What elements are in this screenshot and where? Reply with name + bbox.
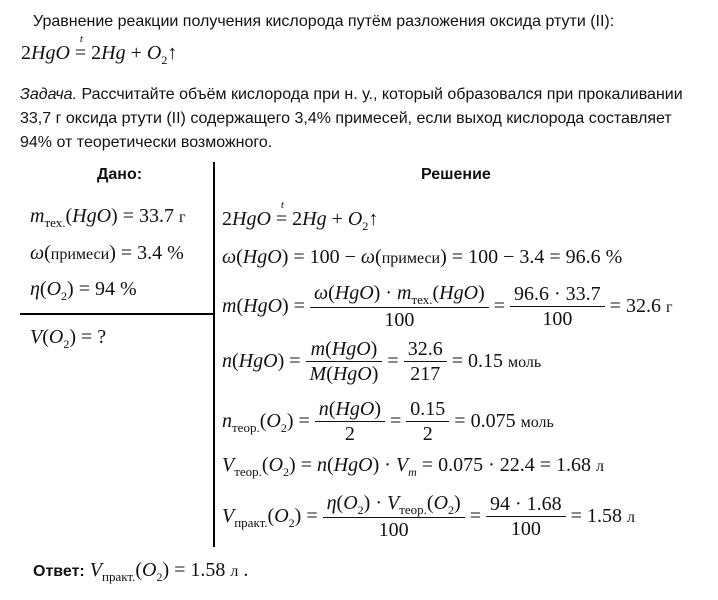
label-impurities-2: примеси	[381, 250, 441, 267]
solution-reaction: 2HgO t = $2Hg + O_2↑$	[222, 199, 379, 233]
moles-theor-result: 0.075	[470, 410, 516, 433]
unit-l-2: л	[626, 509, 635, 527]
task-body: Рассчитайте объём кислорода при н. у., который образовался при прокаливании 33,7 г оксида ртути (II) содержащего 3,4% примесей, если выход кислорода составляет 94% от теоретически возможного.	[20, 86, 683, 151]
volume-pract-denominator: 100	[510, 518, 541, 540]
given-mass-value: 33.7	[139, 205, 174, 227]
unit-g-2: г	[665, 299, 673, 317]
given-heading: Дано:	[97, 166, 143, 183]
table-vertical-divider	[213, 162, 215, 547]
given-yield: $\eta(O_2) = 94$ %	[30, 278, 137, 303]
given-impurities: ω(примеси) = 3.4 %	[30, 242, 184, 264]
answer-line: Ответ: $V_{практ.}(O_2) = 1.58$ л .	[33, 559, 249, 584]
unit-mol-2: моль	[520, 414, 554, 432]
answer-label: Ответ:	[33, 563, 85, 580]
find-value: ?	[97, 326, 107, 348]
label-pract: практ.	[234, 515, 268, 531]
label-theor-3: теор.	[399, 502, 427, 517]
solution-moles-theor: $n_{теор.}(O_2)$ = $\frac{\text{n(HgO)}}{2}$ = $\frac{0.15}{2}$ = 0.075 моль	[222, 398, 554, 445]
moles-theor-numerator: 0.15	[406, 397, 449, 422]
task-text	[20, 83, 705, 155]
solution-omega: ω(HgO) = 100 − ω(примеси) = 100 − 3.4 = 96.6 %	[222, 246, 623, 268]
label-theor: теор.	[232, 420, 260, 436]
label-tech-2: тех.	[411, 292, 433, 307]
label-pract-2: практ.	[101, 569, 136, 584]
given-impurities-value: 3.4 %	[137, 242, 184, 264]
unit-g: г	[179, 209, 186, 226]
solution-moles: n(HgO) = $\frac{\text{m(HgO)}}{\text{M(HgO)}}$ = $\frac{32.6}{217}$ = 0.15 моль	[222, 338, 542, 385]
solution-heading: Решение	[421, 166, 491, 183]
moles-denominator: 217	[410, 363, 441, 385]
solution-volume-pract: $V_{практ.}(O_2)$ = $\frac{\eta(O_2) \cdot V_{теор.}(O_2)}{100}$ = $\frac{94 \cdot 1.68}{100}$ = 1.58 л	[222, 492, 635, 541]
given-yield-value: 94 %	[95, 278, 137, 300]
moles-theor-denominator: 2	[422, 423, 433, 445]
moles-numerator: 32.6	[404, 337, 447, 362]
answer-value: 1.58	[190, 559, 226, 581]
find-volume: $V(O_2)$ = ?	[30, 326, 107, 351]
mass-result: 32.6	[625, 295, 661, 318]
intro-text: Уравнение реакции получения кислорода путём разложения оксида ртути (II):	[33, 13, 615, 30]
volume-pract-result: 1.58	[586, 505, 622, 528]
solution-mass: m(HgO) = $\frac{\omega(HgO) \cdot m_{тех.}(HgO)}{100}$ = $\frac{96.6 \cdot 33.7}{100}$ = 32.6 г	[222, 282, 673, 331]
solution-volume-theor: $V_{теор.}(O_2) = n(HgO) \cdot V_m = 0.075 \cdot 22.4 = 1.68$ л	[222, 454, 604, 479]
table-horizontal-divider	[20, 313, 214, 315]
unit-mol: моль	[507, 354, 542, 372]
label-theor-2: теор.	[234, 464, 262, 479]
reaction-equation: 2HgO t = $2Hg + O_2↑$	[21, 33, 178, 67]
volume-theor-calc: 0.075 · 22.4 = 1.68	[438, 454, 592, 476]
unit-l-3: л	[230, 563, 239, 580]
moles-result: 0.15	[467, 350, 503, 373]
given-mass: $m_{тех.}(HgO) = 33.7$ г	[30, 205, 186, 230]
label-tech: тех.	[44, 215, 66, 230]
omega-calc: 100 − 3.4 = 96.6 %	[468, 246, 623, 268]
label-impurities: примеси	[50, 246, 110, 263]
volume-pract-numerator: 94 · 1.68	[486, 492, 566, 517]
mass-denominator: 100	[542, 308, 573, 330]
task-label: Задача.	[20, 86, 78, 103]
mass-numerator: 96.6 · 33.7	[510, 282, 605, 307]
unit-l: л	[596, 458, 604, 475]
